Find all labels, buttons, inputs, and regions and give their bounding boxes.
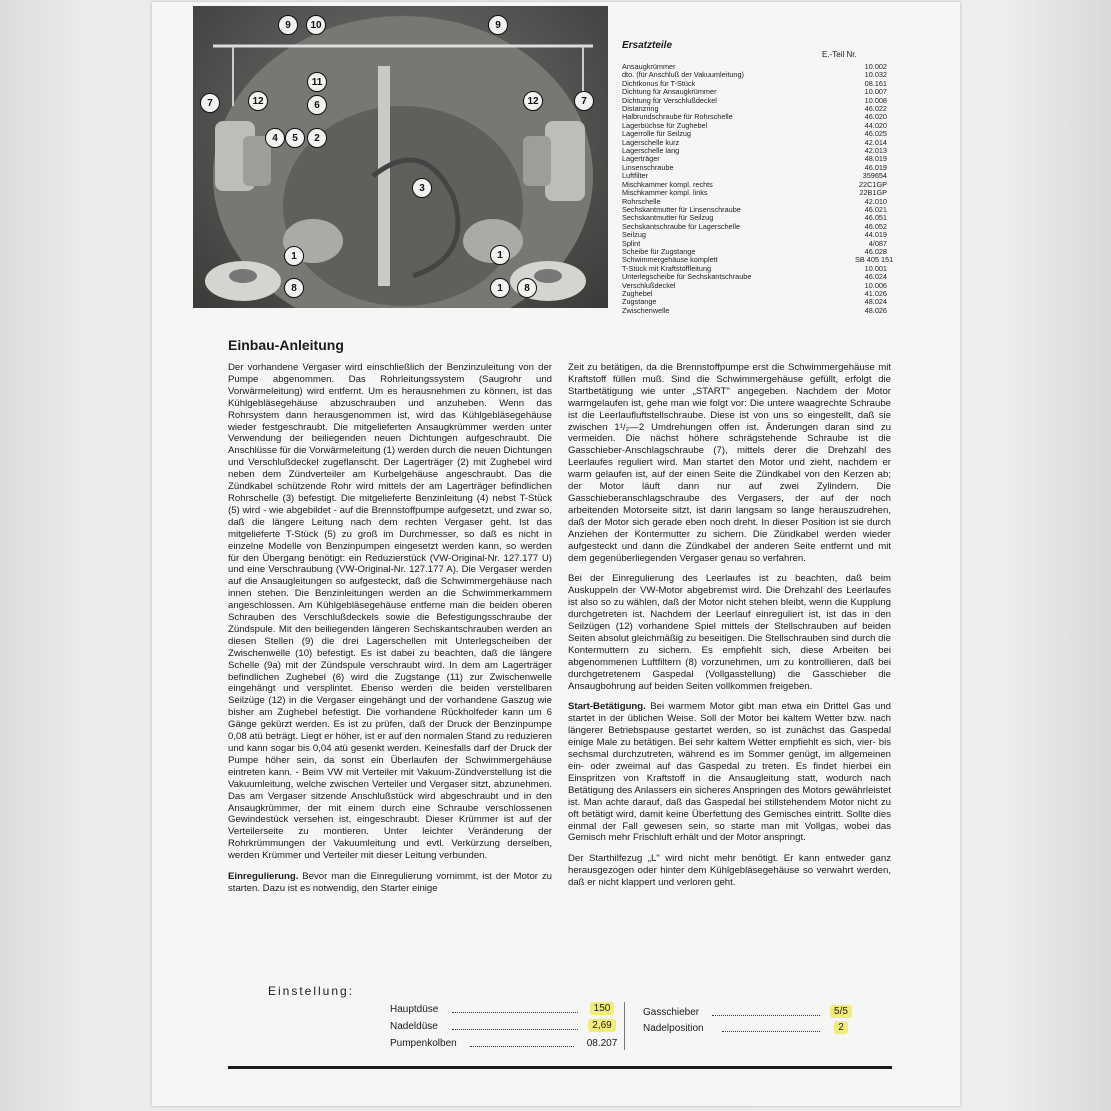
- choke-paragraph: Der Starthilfezug „L" wird nicht mehr benötigt. Er kann entweder ganz herausgezogen oder hinter dem Kühlgebläsegehäuse so verwahrt werden, daß er nicht klappert und verloren geht.: [568, 853, 891, 889]
- callout-11: 11: [307, 72, 327, 92]
- parts-row: [622, 88, 887, 96]
- part-number: 46.020: [864, 112, 887, 122]
- part-number: 10.008: [864, 95, 887, 105]
- leader-dots: [470, 1038, 574, 1047]
- parts-row: [622, 273, 887, 281]
- part-name: Verschlußdeckel: [622, 281, 676, 290]
- throttle-slide-value: 5/5: [826, 1006, 856, 1017]
- callout-7-right: 7: [574, 91, 594, 111]
- throttle-slide-label: Gasschieber: [643, 1007, 700, 1018]
- part-name: Seilzug: [622, 231, 646, 240]
- parts-row: [622, 122, 887, 130]
- parts-row: [622, 240, 887, 248]
- parts-row: [622, 139, 887, 147]
- parts-row: [622, 223, 887, 231]
- main-jet-label: Hauptdüse: [390, 1004, 439, 1015]
- parts-row: [622, 198, 887, 206]
- callout-7-left: 7: [200, 93, 220, 113]
- part-number: 359654: [862, 171, 887, 181]
- part-name: Zughebel: [622, 289, 653, 298]
- part-number: 22C1GP: [859, 179, 887, 189]
- part-name: Zugstange: [622, 298, 657, 307]
- callout-10: 10: [306, 15, 326, 35]
- part-number: 46.025: [864, 129, 887, 139]
- callout-4: 4: [265, 128, 285, 148]
- part-number: 46.028: [864, 246, 887, 256]
- part-name: T-Stück mit Kraftstoffleitung: [622, 264, 712, 273]
- part-name: Lagerrolle für Seilzug: [622, 130, 691, 139]
- part-number: 4/087: [868, 238, 887, 248]
- part-number: 10.032: [864, 70, 887, 80]
- adjustment-heading: Einregulierung.: [228, 871, 299, 883]
- part-name: Dichtung für Ansaugkrümmer: [622, 88, 717, 97]
- part-name: Mischkammer kompl. links: [622, 189, 708, 198]
- parts-row: [622, 265, 887, 273]
- needle-position-label: Nadelposition: [643, 1023, 704, 1034]
- needle-jet-value: 2,69: [584, 1020, 620, 1031]
- parts-row: [622, 155, 887, 163]
- parts-row: [622, 130, 887, 138]
- parts-row: [622, 113, 887, 121]
- engine-illustration: [193, 6, 608, 308]
- callout-8-right: 8: [517, 278, 537, 298]
- parts-row: [622, 63, 887, 71]
- parts-row: [622, 181, 887, 189]
- parts-row: [622, 307, 887, 315]
- part-name: Dichtung für Verschlußdeckel: [622, 96, 717, 105]
- parts-row: [622, 214, 887, 222]
- right-float-chamber: [523, 136, 551, 186]
- part-number: 46.024: [864, 272, 887, 282]
- part-name: Linsenschraube: [622, 163, 674, 172]
- callout-9-right: 9: [488, 15, 508, 35]
- callout-12-right: 12: [523, 91, 543, 111]
- callout-8-left: 8: [284, 278, 304, 298]
- article-column-right: [568, 362, 891, 898]
- parts-row: [622, 290, 887, 298]
- parts-row: [622, 97, 887, 105]
- idle-adjustment-paragraph: Zeit zu betätigen, da die Brennstoffpumpe erst die Schwimmergehäuse mit Kraftstoff füllen muß. Sind die Schwimmergehäuse gefüllt, erfolgt die Startbetätigung wie unter „START" angegeben. Nachdem der Motor warmgelaufen ist, gehe man wie folgt vor: Die untere waagrechte Schraube ist die Leerlaufluftstellschraube. Diese ist von uns so eingestellt, daß sie zwischen 1¹/₂—2 Umdrehungen offen ist. Änderungen daran sind zu vermeiden. Die nächst höhere schrägstehende Schraube ist die Gasschieber-Anschlagschraube (7), mittels derer die Drehzahl des Leerlaufes reguliert wird. Man startet den Motor und zieht, nachdem er warm gelaufen ist, auf der einen Seite die Zündkabel von den Kerzen ab; der Motor läuft dann nur auf zwei Zylindern. Die Gasschieberanschlagschraube des Vergasers, der auf der noch arbeitenden Motorseite sitzt, ist dann langsam so lange herauszudrehen, daß der Motor sich gerade eben noch dreht. In dieser Position ist sie durch Anziehen der Kontermutter zu sichern. Die Zündkabel werden wieder aufgesteckt und dann die Zündkabel der anderen Seite entfernt und mit dem gegenüberliegenden Vergaser genau so verfahren.: [568, 362, 891, 564]
- carburetor-installation-photo: [193, 6, 608, 308]
- part-name: Zwischenwelle: [622, 306, 670, 315]
- part-name: Lagerschelle lang: [622, 147, 680, 156]
- part-name: Scheibe für Zugstange: [622, 247, 696, 256]
- part-number: 22B1GP: [859, 188, 887, 198]
- parts-row: [622, 105, 887, 113]
- callout-6: 6: [307, 95, 327, 115]
- part-name: Sechskantmutter für Linsenschraube: [622, 205, 741, 214]
- part-number: 46.021: [864, 204, 887, 214]
- part-name: Dichtkonus für T-Stück: [622, 79, 696, 88]
- parts-row: [622, 164, 887, 172]
- parts-list-title: Ersatzteile: [622, 40, 673, 51]
- part-name: dto. (für Anschluß der Vakuumleitung): [622, 71, 744, 80]
- part-name: Schwimmergehäuse komplett: [622, 256, 718, 265]
- parts-row: [622, 80, 887, 88]
- callout-1-center: 1: [284, 246, 304, 266]
- article-column-left: [228, 362, 552, 904]
- part-number: 46.019: [864, 162, 887, 172]
- part-number: 10.001: [864, 263, 887, 273]
- part-name: Distanzring: [622, 105, 659, 114]
- linkage-rod: [378, 66, 390, 286]
- part-name: Lagerträger: [622, 155, 660, 164]
- bottom-rule: [228, 1066, 892, 1069]
- part-number: 10.002: [864, 62, 887, 71]
- callout-1-right: 1: [490, 278, 510, 298]
- part-name: Mischkammer kompl. rechts: [622, 180, 713, 189]
- leader-dots: [452, 1021, 578, 1030]
- callout-1-right-top: 1: [490, 245, 510, 265]
- installation-paragraph: Der vorhandene Vergaser wird einschließlich der Benzinzuleitung von der Pumpe abgenommen. Das Rohrleitungssystem (Saugrohr und Vorwärmeleitung) wird entfernt. Um es herausnehmen zu können, ist das Kühlgebläsegehäuse abzuschrauben und anzuheben. Wenn das Rohrsystem dann herausgenommen ist, wird das Kühlgebläsegehäuse wieder festgeschraubt. Die mitgelieferten Ansaugkrümmer werden unter Verwendung der beiliegenden neuen Dichtungen aufgeschraubt. Die Anschlüsse für die Vorwärmeleitung (1) werden durch die neuen Dichtungen und Verschlußdeckel zugeflanscht. Der Lagerträger (2) mit Zughebel wird neben dem Zündverteiler am Kurbelgehäuse angeschraubt. Das die Zündkabel schützende Rohr wird mittels der am Lagerträger befindlichen Rohrschelle (3) befestigt. Die mitgelieferte Benzinleitung (4) nebst T-Stück (5) wird - wie abgebildet - auf die Brennstoffpumpe aufgesetzt, und zwar so, daß die längere Leitung nach dem rechten Vergaser geht. Ist das mitgelieferte T-Stück (5) zu groß im Durchmesser, so daß es nicht in einzelne Modelle von Benzinpumpen eingesetzt werden kann, so werden für den Übergang benötigt: ein Reduzierstück (VW-Original-Nr. 127.177 U) und eine Verschraubung (VW-Original-Nr. 127.177 A). Die Vergaser werden auf die Ansaugleitungen so aufgesteckt, daß die Schwimmergehäuse nach innen stehen. Die Benzinleitungen werden an die Schwimmerkammern angeschlossen. Am Kühlgebläsegehäuse entferne man die beiden oberen Schrauben des Verschlußdeckels sowie die Befestigungsschraube der Zündspule. Mit den beiliegenden längeren Sechskantschrauben werden an diesen Stellen (9) die drei Lagerschellen mit Unterlegscheiben der Zwischenwelle (10) befestigt. Es ist dabei zu beachten, daß die längere Schelle (9a) mit der Zündspule verschraubt wird. In dem am Lagerträger befindlichen Zughebel (6) wird die Zugstange (11) zur Zwischenwelle eingehängt und versplintet. Ebenso werden die beiden verstellbaren Seilzüge (12) in die Vergaser eingehängt und der vorhandene Gaszug wie bisher am Zughebel befestigt. Die vorhandene Rückholfeder kann um 6 Gänge gekürzt werden. Es ist zu prüfen, daß der Druck der Benzinpumpe 0,08 atü beträgt. Liegt er höher, ist er auf den normalen Stand zu reduzieren und kann sogar bis 0,04 atü gesenkt werden. Keinesfalls darf der Druck der Pumpe höher sein, da sonst ein Überlaufen der Schwimmergehäuse eintreten kann. - Beim VW mit Verteiler mit Vakuum-Zündverstellung ist die Vakuumleitung, welche zwischen Verteiler und Vergaser sitzt, abzunehmen. Das am Vergaser sitzende Anschlußstück wird abgeschraubt und in den Ansaugkrümmer, der mit einem durch eine Schraube verschlossenen Gewindestück versehen ist, eingeschraubt. Dieser Krümmer ist auf der Verteilerseite zu montieren. Unter leichter Veränderung der Rohrkrümmungen der Vakuumleitung und evtl. Verkürzung derselben, werden Krümmer und Verteiler mit dieser Leitung verbunden.: [228, 362, 552, 862]
- part-name: Rohrschelle: [622, 197, 661, 206]
- main-jet-value: 150: [584, 1003, 620, 1014]
- callout-5: 5: [285, 128, 305, 148]
- part-number: 42.013: [864, 146, 887, 156]
- part-name: Lagerbüchse für Zughebel: [622, 121, 708, 130]
- part-number: 48.019: [864, 154, 887, 164]
- parts-row: [622, 206, 887, 214]
- part-number: 48.026: [864, 305, 887, 315]
- callout-2: 2: [307, 128, 327, 148]
- part-number: 41.026: [864, 288, 887, 298]
- parts-row: [622, 172, 887, 180]
- parts-row: [622, 255, 894, 265]
- callout-3: 3: [412, 178, 432, 198]
- part-number: 08.161: [864, 78, 887, 88]
- leader-dots: [722, 1023, 820, 1032]
- leader-dots: [712, 1007, 820, 1016]
- idle-notes-paragraph: Bei der Einregulierung des Leerlaufes ist zu beachten, daß beim Auskuppeln der VW-Motor abgebremst wird. Die Drehzahl des Leerlaufes ist also so zu wählen, daß der Motor nicht stehen bleibt, wenn die Kupplung durchgetreten ist. Nachdem der Leerlauf einreguliert ist, ist das in den Seilzügen (12) vorhandene Spiel mittels der Stellschrauben auf beiden Seiten absolut gleichmäßig zu beseitigen. Die Stellschrauben sind durch die Kontermuttern zu sichern. Es empfiehlt sich, diese Arbeiten bei abgenommenen Luftfiltern (8) vorzunehmen, um zu kontrollieren, daß bei durchgetretenem Gaspedal (Vollgasstellung) die Gasschieber die Ansaugbohrung auf beiden Seiten vollkommen freigeben.: [568, 573, 891, 692]
- part-number: 44.019: [864, 230, 887, 240]
- pump-piston-label: Pumpenkolben: [390, 1038, 457, 1049]
- part-number: 42.010: [864, 196, 887, 206]
- part-number: 46.052: [864, 221, 887, 231]
- start-paragraph: Start-Betätigung. Bei warmem Motor gibt man etwa ein Drittel Gas und startet in der üblichen Weise. Soll der Motor bei kaltem Wetter bzw. nach längerer Betriebspause gestartet werden, so ist zunächst das Gaspedal einige Male zu betätigen. Bei sehr kaltem Wetter empfiehlt es sich, vier- bis sechsmal durchzutreten, während es im Sommer genügt, im allgemeinen ein- oder zweimal auf das Gaspedal zu treten. Es findet hierbei ein Einspritzen von Kraftstoff in die Ansaugleitung statt, wodurch nach Betätigung des Anlassers ein sicheres Anspringen des Motors gewährleistet ist. Man achte darauf, daß das Gaspedal bei stillstehendem Motor nicht zu oft betätigt wird, damit keine Überfettung des Gemisches eintritt. Sollte dies einmal der Fall gewesen sein, so starte man mit Vollgas, wobei das Gemisch mehr Frischluft erhält und der Motor anspringt.: [568, 701, 891, 844]
- parts-row: [622, 71, 887, 79]
- part-number: SB 405 151: [855, 255, 894, 265]
- part-number: 42.014: [864, 137, 887, 147]
- parts-row: [622, 282, 887, 290]
- part-name: Halbrundschraube für Rohrschelle: [622, 113, 733, 122]
- pump-piston-value: 08.207: [586, 1038, 618, 1049]
- parts-row: [622, 189, 887, 197]
- settings-divider: [624, 1002, 625, 1050]
- needle-jet-label: Nadeldüse: [390, 1021, 438, 1032]
- parts-row: [622, 231, 887, 239]
- parts-row: [622, 248, 887, 256]
- callout-9-left: 9: [278, 15, 298, 35]
- part-name: Ansaugkrümmer: [622, 63, 676, 71]
- parts-row: [622, 298, 887, 306]
- part-number: 48.024: [864, 297, 887, 307]
- part-number: 46.022: [864, 104, 887, 114]
- part-number: 44.020: [864, 120, 887, 130]
- parts-row: [622, 147, 887, 155]
- part-number: 10.006: [864, 280, 887, 290]
- part-name: Sechskantmutter für Seilzug: [622, 214, 714, 223]
- adjustment-paragraph: Einregulierung. Bevor man die Einregulierung vornimmt, ist der Motor zu starten. Dazu ist es notwendig, den Starter einige: [228, 871, 552, 894]
- part-number: 46.051: [864, 213, 887, 223]
- needle-position-value: 2: [826, 1022, 856, 1033]
- article-heading: Einbau-Anleitung: [228, 337, 344, 353]
- start-heading: Start-Betätigung.: [568, 701, 646, 713]
- part-name: Splint: [622, 239, 641, 248]
- part-name: Sechskantschraube für Lagerschelle: [622, 222, 741, 231]
- settings-label: Einstellung:: [268, 984, 355, 998]
- parts-list: [622, 62, 894, 315]
- callout-12-left: 12: [248, 91, 268, 111]
- part-number: 10.007: [864, 87, 887, 97]
- parts-number-header: E.-Teil Nr.: [822, 50, 857, 59]
- part-name: Unterlegscheibe für Sechskantschraube: [622, 273, 752, 282]
- leader-dots: [452, 1004, 578, 1013]
- part-name: Lagerschelle kurz: [622, 138, 680, 147]
- part-name: Luftfilter: [622, 172, 648, 181]
